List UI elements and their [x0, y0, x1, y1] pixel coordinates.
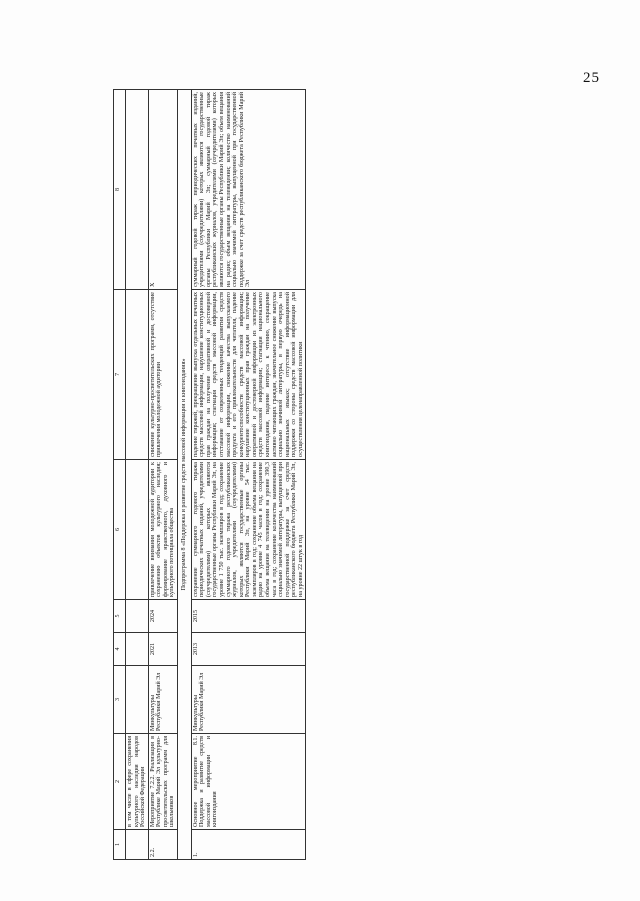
table-row — [191, 90, 306, 860]
consequences: снижение культурно-просветительских программ, отсутствие привлечения молодежной аудитории — [148, 290, 177, 460]
column-number-row — [114, 90, 126, 860]
executor: Минкультуры Республики Марий Эл — [148, 666, 177, 734]
column-number: 3 — [114, 666, 126, 734]
start-year: 2013 — [191, 633, 306, 666]
page-number: 25 — [583, 70, 600, 86]
column-number: 1 — [114, 830, 126, 860]
end-year — [126, 600, 149, 633]
row-number: 2.2. — [148, 830, 177, 860]
executor: Минкультуры Республики Марий Эл — [191, 666, 306, 734]
measure-name: Мероприятие 7.2.2. Реализация в Республике Марий Эл культурно-просветительских программ для школьников — [148, 734, 177, 830]
consequences — [126, 290, 149, 460]
measures-table — [113, 89, 306, 860]
measure-name: в том числе в сфере сохранения культурного наследия народов Российской Федерации — [126, 734, 149, 830]
expected-result: привлечение внимания молодежной аудитории к сохранению объектов культурного наследия; формирование нравственного, духовного и культурного потенциала общества — [148, 460, 177, 600]
indicators — [126, 90, 149, 290]
column-number: 5 — [114, 600, 126, 633]
table-row — [126, 90, 149, 860]
rotated-table-container — [113, 90, 528, 860]
start-year: 2021 — [148, 633, 177, 666]
row-number — [126, 830, 149, 860]
column-number: 4 — [114, 633, 126, 666]
column-number: 6 — [114, 460, 126, 600]
indicators: суммарный годовой тираж периодических печатных изданий, учредителями (соучредителями) которых являются государственные органы Республики Марий Эл; суммарный годовой тираж республиканских журналов, учредителями (соучредителями) которых являются государственные органы Республики Марий Эл; объем вещания на радио; объем вещания на телевидении; количество наименований социально значимой литературы, выпущенной при государственной поддержке за счет средств республиканского бюджета Республики Марий Эл — [191, 90, 306, 290]
subprogram-title: Подпрограмма 8 «Поддержка и развитие средств массовой информации и книгоиздания» — [178, 90, 192, 860]
executor — [126, 666, 149, 734]
indicators: X — [148, 90, 177, 290]
expected-result — [126, 460, 149, 600]
subprogram-row — [178, 90, 192, 860]
column-number: 7 — [114, 290, 126, 460]
start-year — [126, 633, 149, 666]
column-number: 2 — [114, 734, 126, 830]
expected-result: сохранение суммарного годового тиража периодических печатных изданий, учредителями (соучредителями) которых являются государственные органы Республики Марий Эл, на уровне 1 750 тыс. экземпляров в год; сохранение суммарного годового тиража республиканских журналов, учредителями (соучредителями) которых являются государственные органы Республики Марий Эл, на уровне 54 тыс. экземпляров в год; сохранение объема вещания на радио на уровне 4 745 часов в год; сохранение объема вещания на телевидении на уровне 390,3 часа в год; сохранение количества наименований социально значимой литературы, выпущенной при государственной поддержке за счет средств республиканского бюджета Республики Марий Эл, на уровне 22 штук в год — [191, 460, 306, 600]
measure-name: Основное мероприятие 8.1. Поддержка и развитие средств массовой информации и книгоиздания — [191, 734, 306, 830]
row-number: 1. — [191, 830, 306, 860]
consequences: падение тиражей, прекращение выпуска отдельных печатных средств массовой информации, нарушение конституционных прав граждан на получение оперативной и достоверной информации; стагнация средств массовой информации, отставание от современных тенденций развития средств массовой информации, снижение качества выпускаемого продукта и его привлекательности для читателя, падение конкурентоспособности средств массовой информации; нарушение конституционных прав граждан на получение оперативной и достоверной информации из электронных средств массовой информации; стагнация национального книгоиздания, падение интереса к чтению, сокращение активно читающих граждан, значительное снижение выпуска социально значимой литературы, в первую очередь на национальных языках; отсутствие информационной поддержки со стороны средств массовой информации для осуществления целенаправленной политики — [191, 290, 306, 460]
end-year: 2024 — [148, 600, 177, 633]
end-year: 2015 — [191, 600, 306, 633]
column-number: 8 — [114, 90, 126, 290]
table-row — [148, 90, 177, 860]
